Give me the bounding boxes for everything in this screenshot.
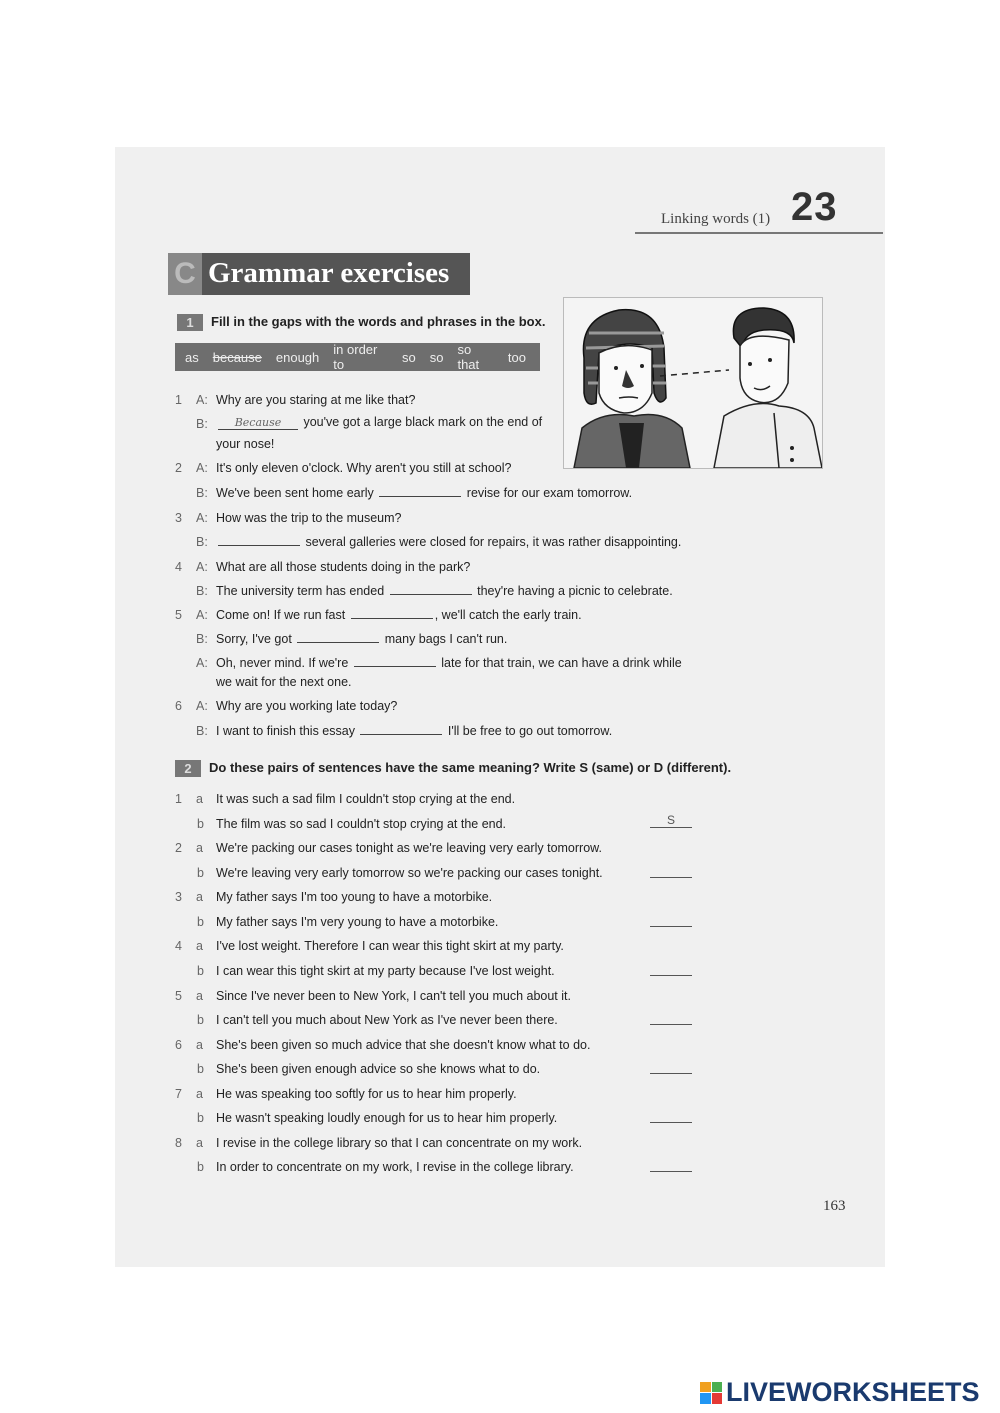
sentence-label: a <box>196 1038 203 1052</box>
dialogue-line <box>216 415 542 430</box>
line-text: I'll be free to go out tomorrow. <box>447 724 613 738</box>
word-box-item: so <box>401 349 416 365</box>
speaker-label: A: <box>196 511 208 525</box>
sentence-label: a <box>196 1087 203 1101</box>
sentence-label: a <box>196 890 203 904</box>
liveworksheets-logo-icon <box>700 1382 722 1404</box>
word-box-item: enough <box>275 349 320 365</box>
line-text: revise for our exam tomorrow. <box>466 486 633 500</box>
answer-field[interactable] <box>650 1108 692 1123</box>
speaker-label: A: <box>196 461 208 475</box>
dialogue-line <box>216 486 632 500</box>
liveworksheets-watermark <box>700 1377 980 1408</box>
sentence-b: In order to concentrate on my work, I revise in the college library. <box>216 1160 574 1174</box>
sentence-b: I can wear this tight skirt at my party because I've lost weight. <box>216 964 555 978</box>
sentence-label: a <box>196 989 203 1003</box>
answer-gap[interactable] <box>360 724 442 735</box>
sentence-label: b <box>197 915 204 929</box>
sentence-label: a <box>196 841 203 855</box>
item-number: 4 <box>175 560 182 574</box>
item-number: 2 <box>175 461 182 475</box>
answer-gap[interactable] <box>390 584 472 595</box>
sentence-a: He was speaking too softly for us to hear him properly. <box>216 1087 517 1101</box>
answer-gap[interactable] <box>351 608 433 619</box>
answer-gap[interactable] <box>379 486 461 497</box>
dialogue-line <box>216 608 582 622</box>
line-text: several galleries were closed for repairs, it was rather disappointing. <box>305 535 682 549</box>
answer-field[interactable] <box>650 863 692 878</box>
dialogue-line <box>216 535 681 549</box>
answer-field[interactable] <box>650 1059 692 1074</box>
speaker-label: A: <box>196 699 208 713</box>
sentence-label: a <box>196 792 203 806</box>
dialogue-line: Why are you staring at me like that? <box>216 393 416 407</box>
word-box-item: as <box>185 349 199 365</box>
speaker-label: B: <box>196 535 208 549</box>
sentence-a: I revise in the college library so that I can concentrate on my work. <box>216 1136 583 1150</box>
page-number: 163 <box>823 1198 846 1214</box>
sentence-a: Since I've never been to New York, I can't tell you much about it. <box>216 989 571 1003</box>
dialogue-line: Why are you working late today? <box>216 699 398 713</box>
dialogue-line <box>216 632 507 646</box>
line-text: you've got a large black mark on the end of <box>303 415 543 429</box>
line-text: Sorry, I've got <box>216 632 292 646</box>
sentence-a: My father says I'm too young to have a motorbike. <box>216 890 493 904</box>
dialogue-line <box>216 724 612 738</box>
speaker-label: A: <box>196 393 208 407</box>
item-number: 6 <box>175 1038 182 1052</box>
speaker-label: B: <box>196 724 208 738</box>
answer-field[interactable] <box>650 912 692 927</box>
speaker-label: A: <box>196 656 208 670</box>
speaker-label: B: <box>196 417 208 431</box>
sentence-a: We're packing our cases tonight as we're leaving very early tomorrow. <box>216 841 602 855</box>
section-title: Grammar exercises <box>208 257 450 289</box>
answer-gap[interactable] <box>354 656 436 667</box>
answer-field[interactable]: S <box>650 813 692 828</box>
word-box-item: so that <box>457 342 480 372</box>
line-text: Come on! If we run fast <box>216 608 346 622</box>
line-text: The university term has ended <box>216 584 385 598</box>
sentence-b: She's been given enough advice so she knows what to do. <box>216 1062 541 1076</box>
word-box-item: so <box>429 349 444 365</box>
dialogue-line: How was the trip to the museum? <box>216 511 402 525</box>
item-number: 3 <box>175 890 182 904</box>
answer-field[interactable] <box>650 1010 692 1025</box>
illustration <box>563 297 823 469</box>
sentence-b: We're leaving very early tomorrow so we're packing our cases tonight. <box>216 866 603 880</box>
worksheet-page <box>115 147 885 1267</box>
item-number: 7 <box>175 1087 182 1101</box>
sentence-b: My father says I'm very young to have a motorbike. <box>216 915 499 929</box>
item-number: 5 <box>175 989 182 1003</box>
dialogue-line <box>216 656 682 670</box>
item-number: 1 <box>175 393 182 407</box>
speaker-label: A: <box>196 560 208 574</box>
exercise-1-instruction: Fill in the gaps with the words and phrases in the box. <box>211 314 546 329</box>
sentence-label: b <box>197 1062 204 1076</box>
sentence-a: She's been given so much advice that she doesn't know what to do. <box>216 1038 591 1052</box>
sentence-label: b <box>197 964 204 978</box>
item-number: 8 <box>175 1136 182 1150</box>
line-text: many bags I can't run. <box>384 632 508 646</box>
speaker-label: B: <box>196 584 208 598</box>
header-rule <box>635 232 883 234</box>
sentence-label: b <box>197 1160 204 1174</box>
sentence-b: I can't tell you much about New York as I've never been there. <box>216 1013 558 1027</box>
item-number: 6 <box>175 699 182 713</box>
speaker-label: B: <box>196 632 208 646</box>
item-number: 2 <box>175 841 182 855</box>
line-text: We've been sent home early <box>216 486 374 500</box>
answer-field[interactable] <box>650 1157 692 1172</box>
item-number: 4 <box>175 939 182 953</box>
speaker-label: B: <box>196 486 208 500</box>
exercise-1-number: 1 <box>177 314 203 331</box>
dialogue-line: It's only eleven o'clock. Why aren't you still at school? <box>216 461 512 475</box>
answer-gap[interactable] <box>297 632 379 643</box>
students-illustration-icon <box>564 298 822 468</box>
exercise-2-instruction: Do these pairs of sentences have the same meaning? Write S (same) or D (different). <box>209 760 732 775</box>
sentence-a: It was such a sad film I couldn't stop crying at the end. <box>216 792 516 806</box>
answer-gap[interactable] <box>218 535 300 546</box>
chapter-title: Linking words (1) <box>661 211 771 227</box>
word-box-item: too <box>507 349 526 365</box>
sentence-label: b <box>197 1013 204 1027</box>
item-number: 3 <box>175 511 182 525</box>
dialogue-line <box>216 584 673 598</box>
chapter-number: 23 <box>791 185 838 229</box>
answer-gap[interactable]: Because <box>218 416 298 430</box>
line-text: late for that train, we can have a drink while <box>441 656 682 670</box>
speaker-label: A: <box>196 608 208 622</box>
exercise-2-number: 2 <box>175 760 201 777</box>
dialogue-line: your nose! <box>216 437 275 451</box>
sentence-label: a <box>196 939 203 953</box>
sentence-b: He wasn't speaking loudly enough for us to hear him properly. <box>216 1111 558 1125</box>
section-banner <box>168 253 470 295</box>
dialogue-line: What are all those students doing in the park? <box>216 560 471 574</box>
sentence-label: b <box>197 817 204 831</box>
word-box <box>175 343 540 371</box>
word-box-item: because <box>212 349 262 365</box>
sentence-label: a <box>196 1136 203 1150</box>
line-text: they're having a picnic to celebrate. <box>477 584 673 598</box>
sentence-label: b <box>197 1111 204 1125</box>
line-text: , we'll catch the early train. <box>434 608 582 622</box>
sentence-b: The film was so sad I couldn't stop crying at the end. <box>216 817 507 831</box>
watermark-text: LIVEWORKSHEETS <box>726 1377 980 1407</box>
sentence-a: I've lost weight. Therefore I can wear this tight skirt at my party. <box>216 939 564 953</box>
answer-field[interactable] <box>650 961 692 976</box>
section-letter: C <box>168 253 202 295</box>
word-box-item: in order to <box>333 342 378 372</box>
line-text: I want to finish this essay <box>216 724 355 738</box>
sentence-label: b <box>197 866 204 880</box>
item-number: 5 <box>175 608 182 622</box>
line-text: Oh, never mind. If we're <box>216 656 349 670</box>
item-number: 1 <box>175 792 182 806</box>
dialogue-line: we wait for the next one. <box>216 675 352 689</box>
